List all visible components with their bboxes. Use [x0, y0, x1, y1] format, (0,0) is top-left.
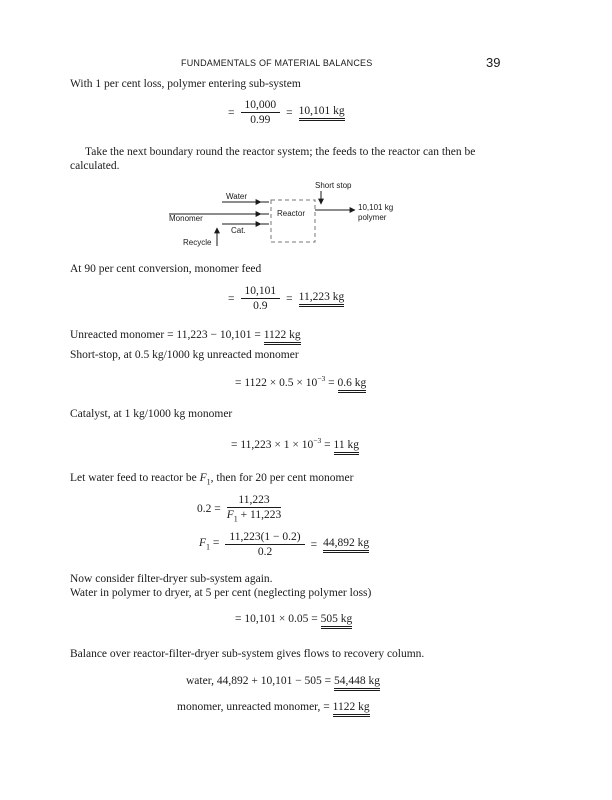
paragraph-polymer-loss: With 1 per cent loss, polymer entering sub-system — [70, 78, 301, 90]
equals-sign: = — [228, 292, 235, 305]
catalyst-label: Cat. — [231, 226, 246, 235]
variable-subscript: 1 — [206, 542, 211, 552]
water-feed-text: Let water feed to reactor be — [70, 472, 197, 484]
denominator: 0.9 — [253, 300, 268, 312]
fraction — [241, 99, 281, 126]
paragraph-water-in-polymer: Water in polymer to dryer, at 5 per cent (neglecting polymer loss) — [70, 587, 372, 599]
equation-fraction-monomer — [197, 494, 281, 523]
variable-F: F — [226, 509, 234, 521]
reactor-boundary-box — [271, 200, 315, 242]
variable-F: F — [199, 472, 207, 484]
equation-water-in-polymer — [235, 613, 352, 625]
recycle-label: Recycle — [183, 238, 212, 247]
product-mass-label: 10,101 kg — [358, 203, 394, 212]
equation-catalyst — [231, 436, 359, 451]
fraction — [227, 494, 281, 523]
paragraph-recovery-column: Balance over reactor-filter-dryer sub-system gives flows to recovery column. — [70, 648, 425, 660]
numerator: 10,000 — [241, 99, 281, 113]
short-stop-label: Short stop — [315, 181, 352, 190]
expression: = 11,223 × 1 × 10 — [231, 438, 314, 451]
result-value: 505 kg — [321, 613, 353, 629]
fraction — [241, 285, 281, 312]
numerator: 11,223(1 − 0.2) — [225, 531, 304, 545]
unreacted-monomer-line — [70, 329, 301, 341]
paragraph-boundary-line1: Take the next boundary round the reactor system; the feeds to the reactor can then be — [85, 146, 476, 158]
result-value: 54,448 kg — [334, 675, 380, 691]
equals-sign: = — [324, 438, 334, 451]
result-value: 0.6 kg — [338, 377, 367, 393]
denominator: 0.99 — [250, 114, 271, 126]
exponent: −3 — [313, 436, 322, 445]
exponent: −3 — [317, 374, 326, 383]
expression: = 10,101 × 0.05 = — [235, 613, 318, 625]
equals-sign: = — [286, 106, 293, 119]
result-value: 11 kg — [334, 439, 359, 455]
expression: water, 44,892 + 10,101 − 505 = — [186, 675, 332, 687]
equation-polymer-entering — [228, 99, 345, 126]
denominator: 0.2 — [257, 546, 273, 558]
result-value: 11,223 kg — [299, 291, 345, 307]
running-title: FUNDAMENTALS OF MATERIAL BALANCES — [181, 58, 373, 68]
unreacted-monomer-text: Unreacted monomer = 11,223 − 10,101 = — [70, 329, 261, 341]
equation-water-flow — [186, 675, 380, 687]
equation-water-feed — [199, 531, 369, 558]
result-value: 44,892 kg — [323, 537, 369, 553]
equation-lhs: 0.2 = — [197, 502, 221, 515]
water-label: Water — [226, 192, 248, 201]
numerator: 11,223 — [227, 494, 281, 508]
equals-sign: = — [286, 292, 293, 305]
product-name-label: polymer — [358, 213, 387, 222]
paragraph-water-feed — [70, 472, 353, 486]
paragraph-filter-dryer: Now consider filter-dryer sub-system again. — [70, 573, 273, 585]
result-value: 1122 kg — [333, 701, 370, 717]
denominator-rest: + 11,223 — [237, 509, 282, 521]
reactor-flow-diagram — [165, 180, 425, 248]
variable-subscript: 1 — [233, 514, 238, 524]
variable-F: F — [199, 537, 207, 550]
equals-sign: = — [310, 538, 318, 551]
result-value: 1122 kg — [264, 329, 301, 345]
equation-monomer-feed — [228, 285, 344, 312]
fraction — [225, 531, 304, 558]
denominator — [227, 508, 281, 523]
paragraph-conversion: At 90 per cent conversion, monomer feed — [70, 263, 262, 275]
equation-monomer-flow — [177, 701, 370, 713]
paragraph-boundary-line2: calculated. — [70, 160, 120, 172]
numerator: 10,101 — [241, 285, 281, 299]
equation-short-stop — [235, 374, 366, 389]
page-number: 39 — [486, 55, 501, 70]
water-feed-text-cont: , then for 20 per cent monomer — [210, 472, 354, 484]
result-value: 10,101 kg — [299, 105, 345, 121]
equation-lhs — [199, 537, 219, 551]
reactor-label: Reactor — [277, 209, 306, 218]
variable-subscript: 1 — [206, 477, 211, 487]
monomer-label: Monomer — [169, 214, 203, 223]
expression: = 1122 × 0.5 × 10 — [235, 376, 318, 389]
expression: monomer, unreacted monomer, = — [177, 701, 330, 713]
equals-sign: = — [210, 537, 220, 550]
equals-sign: = — [228, 106, 235, 119]
paragraph-catalyst: Catalyst, at 1 kg/1000 kg monomer — [70, 408, 233, 420]
paragraph-short-stop: Short-stop, at 0.5 kg/1000 kg unreacted monomer — [70, 349, 299, 361]
equals-sign: = — [328, 376, 338, 389]
